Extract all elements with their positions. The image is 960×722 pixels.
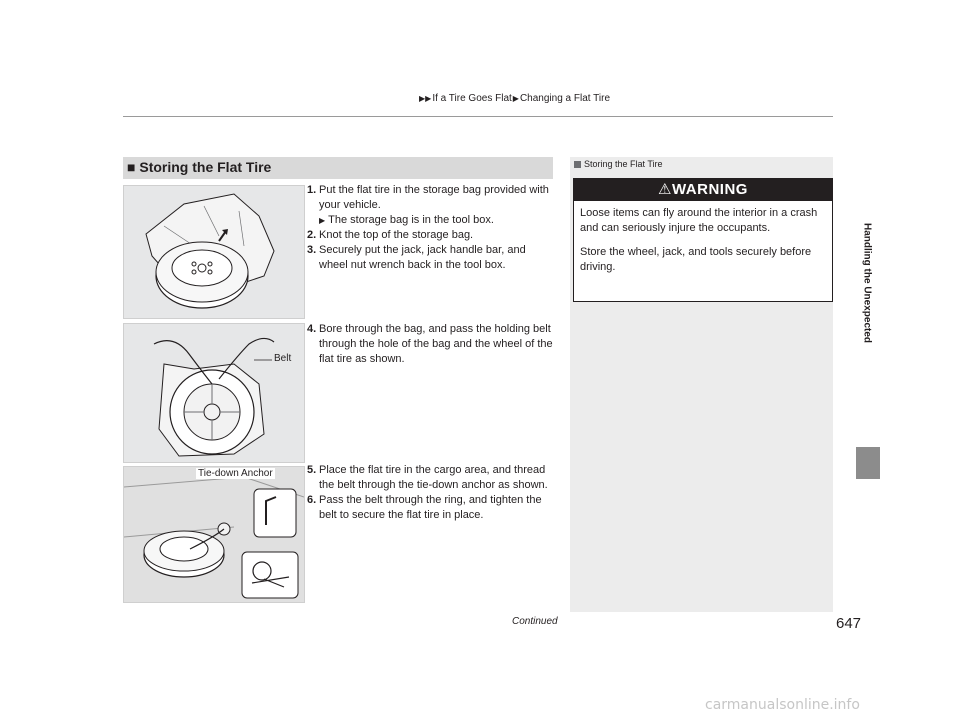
continued-label: Continued — [512, 616, 558, 627]
illustration-belt-through-wheel — [123, 323, 305, 463]
warning-paragraph-1: Loose items can fly around the interior in a crash and can seriously injure the occupants. — [580, 207, 818, 234]
breadcrumb-part-2: Changing a Flat Tire — [519, 93, 611, 104]
note-title: Storing the Flat Tire — [574, 159, 663, 169]
arrow-icon: ▶ — [319, 216, 326, 225]
sidebar-chapter-label: Handling the Unexpected — [861, 222, 873, 343]
step-4: 4. Bore through the bag, and pass the holding belt through the hole of the bag and the wheel of the flat tire as shown. — [307, 323, 553, 365]
illustration-cargo-tie-down — [123, 466, 305, 603]
section-header — [123, 157, 553, 179]
warning-heading: ⚠WARNING — [574, 179, 832, 201]
step-6: 6. Pass the belt through the ring, and tighten the belt to secure the flat tire in place. — [307, 494, 542, 521]
page-number: 647 — [836, 615, 862, 632]
step-5: 5. Place the flat tire in the cargo area, and thread the belt through the tie-down anchor as shown. — [307, 464, 548, 491]
header-divider — [123, 116, 833, 117]
step-2: 2. Knot the top of the storage bag. — [307, 229, 474, 241]
steps-group-3 — [309, 463, 557, 523]
watermark: carmanualsonline.info — [705, 697, 860, 713]
section-title: ■ Storing the Flat Tire — [127, 159, 272, 175]
step-1: 1. Put the flat tire in the storage bag provided with your vehicle. — [307, 184, 549, 211]
step-3: 3. Securely put the jack, jack handle bar, and wheel nut wrench back in the tool box. — [307, 244, 526, 271]
double-arrow-icon: ▶▶ — [419, 94, 432, 103]
belt-callout-label: Belt — [274, 353, 292, 364]
warning-paragraph-2: Store the wheel, jack, and tools securely before driving. — [580, 246, 812, 273]
breadcrumb — [418, 93, 610, 104]
note-marker-icon — [574, 161, 581, 168]
warning-text — [580, 206, 826, 284]
illustration-tire-in-bag — [123, 185, 305, 319]
step-1-note: ▶ The storage bag is in the tool box. — [319, 214, 494, 226]
tie-down-anchor-label: Tie-down Anchor — [198, 468, 273, 479]
steps-group-1 — [309, 183, 557, 273]
chapter-tab-marker — [856, 447, 880, 479]
steps-group-2 — [309, 322, 557, 367]
arrow-icon: ▶ — [512, 94, 519, 103]
breadcrumb-part-1: If a Tire Goes Flat — [432, 93, 512, 104]
warning-triangle-icon: ⚠ — [658, 181, 672, 198]
